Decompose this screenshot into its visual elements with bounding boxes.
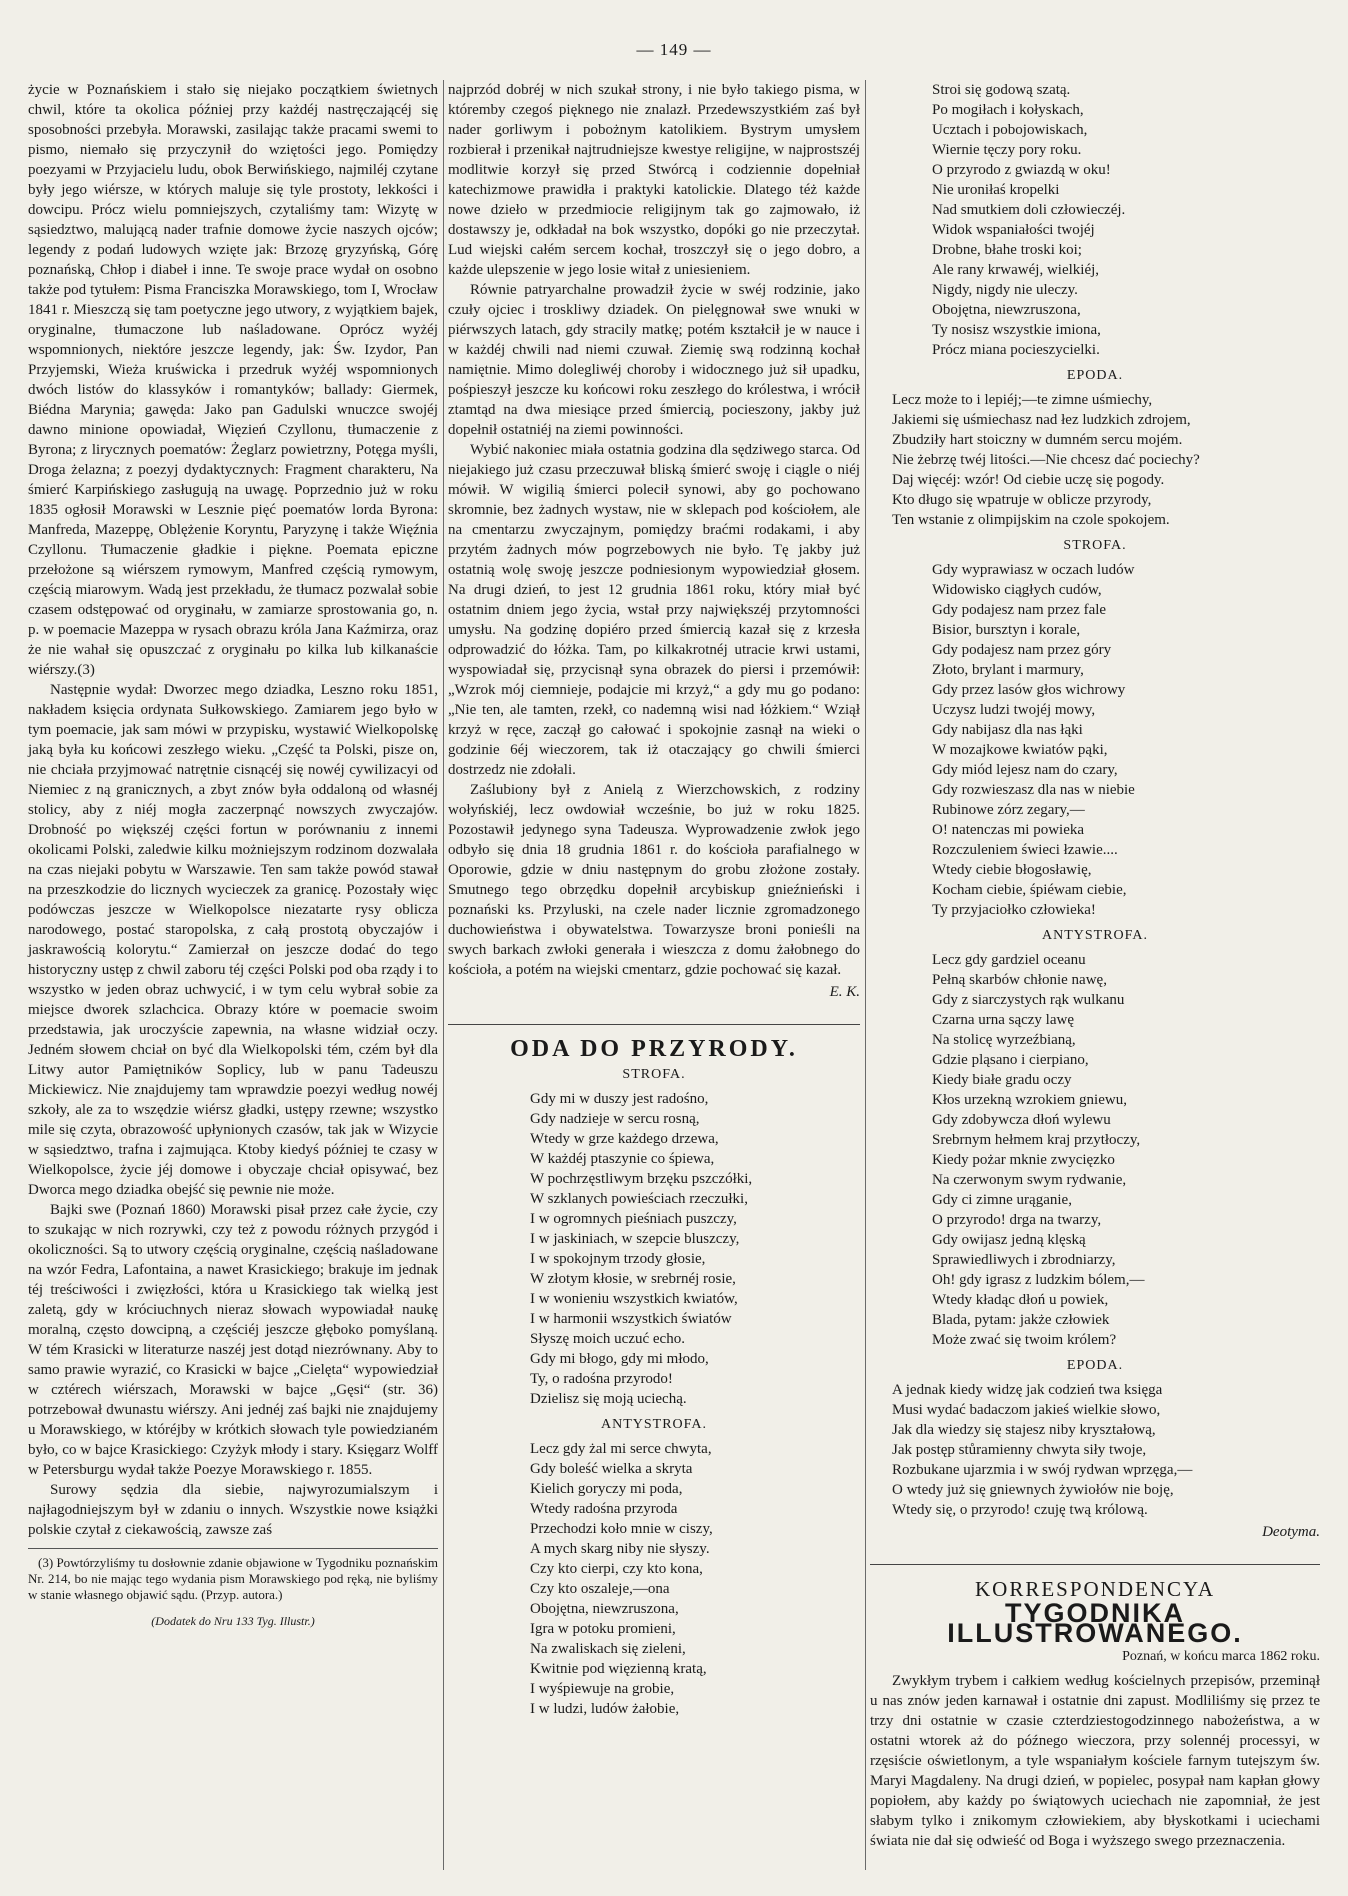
verse-line: W mozajkowe kwiatów pąki, [932, 742, 1108, 758]
verse-line: I w ludzi, ludów żałobie, [530, 1701, 680, 1717]
paragraph: Następnie wydał: Dworzec mego dziadka, Leszno roku 1851, nakładem księcia ordynata Sułkowskiego. Zamiarem jego było w tym poemacie, jak sam mówi w przypisku, wystawić Wielkopolskę jaką była ku końcowi zeszłego wieku. „Część ta Polski, pisze on, nie chciała przyjmować natrętnie cisnącéj się nowéj cywilizacyi od Niemiec z ną granicznych, a zbyt znów była oddaloną od własnéj stolicy, aby z niéj mogła zaczerpnąć nowszych zwyczajów. Drobność po większéj części fortun w porównaniu z innemi okolicami Polski, zaledwie kilku możniejszym rodzinom dozwalała na czas niejaki pobytu w Warszawie. Ten sam także powód stawał na przeszkodzie do licznych wycieczek za granicę. Pozostały więc podówczas jeszcze w Wielkopolsce niezatarte rysy oblicza narodowego, postać staropolska, z całą prostotą obyczajów i jaskrawością kolorytu.“ Zamierzał on jeszcze dodać do tego historyczny ustęp z chwil zaboru téj części Polski pod oba rządy i to wszystko w jeden obraz uchwycić, i w tym celu wybrał sobie za miejsce dworek szlachcica. Obrazy które w poemacie swoim przedstawia, jak uroczyście zapewnia, na własne widział oczy. Jedném słowem chciał on być dla Wielkopolski tém, czém był dla Litwy autor Pamiętników Soplicy, lub w panu Tadeuszu Mickiewicz. Nie znajdujemy tam wprawdzie poezyi według nowéj szkoły, ale za to wszędzie wiérsz gładki, ustępy rzewne; wszystko mile się czyta, obrazowość upłynionych czasów, tak jak w Wizycie w sąsiedztwo, trafna i zajmująca. Ktoby kiedyś później te czasy w Wielkopolsce, życie jéj domowe i obyczaje chciał opisywać, bez Dworca mego dziadka obejść się pewnie nie może. [28, 682, 438, 1198]
verse-block [870, 390, 1320, 530]
verse-line: Uczysz ludzi twojéj mowy, [932, 702, 1096, 718]
verse-line: Widowisko ciągłych cudów, [932, 582, 1102, 598]
verse-line: Wtedy ciebie błogosławię, [932, 862, 1092, 878]
verse-line: Czy kto cierpi, czy kto kona, [530, 1561, 703, 1577]
verse-line: Gdy miód lejesz nam do czary, [932, 762, 1118, 778]
section-heading: STROFA. [622, 1067, 686, 1082]
verse-line: Rozczuleniem świeci łzawie.... [932, 842, 1118, 858]
verse-line: Daj więcéj: wzór! Od ciebie uczę się pogody. [892, 472, 1165, 488]
verse-line: I w wonieniu wszystkich kwiatów, [530, 1291, 738, 1307]
verse-line: Nad smutkiem doli człowieczéj. [932, 202, 1126, 218]
verse-line: Kłos urzekną wzrokiem gniewu, [932, 1092, 1127, 1108]
verse-line: Lecz gdy gardziel oceanu [932, 952, 1086, 968]
verse-line: Gdy mi w duszy jest radośno, [530, 1091, 709, 1107]
verse-line: Wtedy radośna przyroda [530, 1501, 678, 1517]
verse-line: Przechodzi koło mnie w ciszy, [530, 1521, 713, 1537]
verse-line: Kto długo się wpatruje w oblicze przyrody, [892, 492, 1152, 508]
verse-line: Zbudziły hart stoiczny w dumném sercu mojém. [892, 432, 1183, 448]
verse-line: Dzielisz się moją uciechą. [530, 1391, 687, 1407]
verse-line: Widok wspaniałości twojéj [932, 222, 1095, 238]
verse-line: Jak postęp stůramienny chwyta siły twoje, [892, 1442, 1147, 1458]
section-divider [870, 1564, 1320, 1565]
verse-line: Kwitnie pod więzienną kratą, [530, 1661, 707, 1677]
verse-line: Gdy ci zimne urąganie, [932, 1192, 1072, 1208]
verse-line: Na stolicę wyrzeźbianą, [932, 1032, 1076, 1048]
verse-line: Ucztach i pobojowiskach, [932, 122, 1088, 138]
verse-line: I w jaskiniach, w szepcie bluszczy, [530, 1231, 740, 1247]
verse-line: Gdy mi błogo, gdy mi młodo, [530, 1351, 709, 1367]
verse-line: A mych skarg niby nie słyszy. [530, 1541, 710, 1557]
verse-line: Gdy boleść wielka a skryta [530, 1461, 693, 1477]
verse-line: Gdy podajesz nam przez fale [932, 602, 1107, 618]
verse-line: Wtedy kładąc dłoń u powiek, [932, 1292, 1109, 1308]
verse-line: Musi wydać badaczom jakieś wielkie słowo, [892, 1402, 1161, 1418]
column-rule-left [443, 80, 444, 1870]
verse-line: O przyrodo! drga na twarzy, [932, 1212, 1102, 1228]
footnote-block [28, 1548, 438, 1603]
verse-block [870, 560, 1320, 920]
page-number: — 149 — [636, 40, 712, 59]
verse-line: O wtedy już się gniewnych żywiołów nie boję, [892, 1482, 1174, 1498]
verse-line: I wyśpiewuje na grobie, [530, 1681, 675, 1697]
verse-line: Jakiemi się uśmiechasz nad łez ludzkich zdrojem, [892, 412, 1191, 428]
poem-signature: Deotyma. [1262, 1524, 1320, 1540]
correspondence-subtitle: TYGODNIKA ILLUSTROWANEGO. [947, 1598, 1243, 1648]
column-middle [448, 80, 860, 1719]
verse-line: Blada, pytam: jakże człowiek [932, 1312, 1110, 1328]
verse-line: Gdy podajesz nam przez góry [932, 642, 1112, 658]
verse-block [870, 80, 1320, 360]
verse-line: Pełną skarbów chłonie nawę, [932, 972, 1107, 988]
verse-line: Ty nosisz wszystkie imiona, [932, 322, 1101, 338]
verse-block [870, 950, 1320, 1350]
dateline: Poznań, w końcu marca 1862 roku. [1122, 1649, 1320, 1664]
verse-line: W pochrzęstliwym brzęku pszczółki, [530, 1171, 753, 1187]
verse-line: Sprawiedliwych i zbrodniarzy, [932, 1252, 1116, 1268]
poem-title: ODA DO PRZYRODY. [510, 1036, 798, 1062]
paragraph: Zwykłym trybem i całkiem według kościelnych przepisów, przeminął u nas znów jeden karnawał i ostatnie dni zapust. Modliliśmy się przez te trzy dni ostatnie w czasie czterdziestogodzinnego nabożeństwa, a w ostatni wtorek aż do późnego wieczora, przy solennéj processyi, w rzęsiście oświetlonym, a tyle wspaniałym kościele farnym tutejszym św. Maryi Magdaleny. Na drugi dzień, w popielec, posypał nam kapłan głowy popiołem, aby każdy po świątowych uciechach nie zapomniał, że jest słabym tylko i znikomym człowiekiem, aby błyskotkami i uciechami świata nie dał się odwieść od Boga i wyższego swego przeznaczenia. [870, 1673, 1320, 1849]
verse-line: Złoto, brylant i marmury, [932, 662, 1084, 678]
paragraph: Wybić nakoniec miała ostatnia godzina dla sędziwego starca. Od niejakiego już czasu przeczuwał bliską śmierć swoję i ciągle o niéj mówił. W wigilią śmierci polecił synowi, aby go pochowano skromnie, bez żadnych wystaw, nie w sklepach pod kościołem, ale na cmentarzu zwyczajnym, pomiędzy braćmi rodakami, i aby przytém żadnych mów pogrzebowych nie było. Tę jakby już ostatnią wolę swoję jeszcze podniesionym wypowiedział głosem. Na drugi dzień, to jest 12 grudnia 1861 roku, który miał być ostatnim dniem jego życia, wstał przy największéj przytomności umysłu. Na godzinę dopiéro przed śmiercią kazał się z krzesła odprowadzić do łóżka. Tam, po kilkakrotnéj utracie krwi ustami, wyspowiadał się, przycisnął syna obrazek do piersi i przemówił: „Wzrok mój ciemnieje, podajcie mi krzyż,“ a gdy mu go podano: „Nie ten, ale tamten, rzekł, co nademną wisi nad łóżkiem.“ Wziął krzyż w ręce, zaczął go całować i spokojnie zasnął na wieki o godzinie 6éj wieczorem, tak iż otaczający go chwili śmierci dostrzedz nie zdołali. [448, 442, 860, 778]
footnote: (3) Powtórzyliśmy tu dosłownie zdanie objawione w Tygodniku poznańskim Nr. 214, bo nie mając tego wydania pism Morawskiego pod ręką, nie byliśmy w stanie własnego objawić sądu. (Przyp. autora.) [28, 1555, 438, 1602]
verse-line: Wtedy się, o przyrodo! czuję twą królową. [892, 1502, 1148, 1518]
verse-line: Czarna urna sączy lawę [932, 1012, 1075, 1028]
verse-line: W każdéj ptaszynie co śpiewa, [530, 1151, 715, 1167]
verse-line: Ale rany krwawéj, wielkiéj, [932, 262, 1100, 278]
verse-line: Gdy zdobywcza dłoń wylewu [932, 1112, 1111, 1128]
section-heading: STROFA. [1063, 538, 1127, 553]
verse-line: Czy kto oszaleje,—ona [530, 1581, 670, 1597]
verse-line: Gdy nabijasz dla nas łąki [932, 722, 1083, 738]
section-heading: ANTYSTROFA. [600, 1417, 708, 1432]
verse-line: Nigdy, nigdy nie uleczy. [932, 282, 1078, 298]
verse-line: Kiedy pożar mknie zwycięzko [932, 1152, 1115, 1168]
verse-line: Po mogiłach i kołyskach, [932, 102, 1084, 118]
verse-block [448, 1439, 860, 1719]
section-heading: ANTYSTROFA. [1041, 928, 1149, 943]
verse-line: Kiedy białe gradu oczy [932, 1072, 1072, 1088]
paragraph: Równie patryarchalne prowadził życie w swéj rodzinie, jako czuły ojciec i troskliwy dziadek. On pielęgnował swe wnuki w piérwszych latach, gdy stracily matkę; potém kształcił je w nauce i w każdéj chwili nad niemi czuwał. Ziemię swą rodzinną kochał namiętnie. Mimo dolegliwéj choroby i widocznego już sił upadku, pośpieszył jeszcze ku końcowi roku zeszłego do królestwa, i wrócił ztamtąd na dwa miesiące przed śmiercią, pocieszony, jakby już dopełnił ostatniéj na ziemi powinności. [448, 282, 860, 438]
verse-line: O! natenczas mi powieka [932, 822, 1085, 838]
verse-line: Kielich goryczy mi poda, [530, 1481, 683, 1497]
verse-line: Może zwać się twoim królem? [932, 1332, 1117, 1348]
section-heading: EPODA. [1066, 1358, 1124, 1373]
verse-line: Igra w potoku promieni, [530, 1621, 676, 1637]
verse-line: Ten wstanie z olimpijskim na czole spokojem. [892, 512, 1170, 528]
verse-line: A jednak kiedy widzę jak codzień twa księga [892, 1382, 1163, 1398]
verse-line: Drobne, błahe troski koi; [932, 242, 1082, 258]
verse-line: I w harmonii wszystkich światów [530, 1311, 732, 1327]
paragraph: najprzód dobréj w nich szukał strony, i nie było takiego pisma, w któremby czegoś pięknego nie znalazł. Przedewszystkiém zaś był nader gorliwym i pobożnym katolikiem. Bystrym umysłem rozbierał i przenikał najtrudniejsze kwestye religijne, w najprostszéj modlitwie korzył się przed Stwórcą i codziennie dopełniał katechizmowe prawidła i praktyki katolickie. Dlatego téż każde nowe dzieło w przedmiocie religijnym tak go zajmowało, iż dostawszy je, odkładał na bok wszystko, dopóki go nie przeczytał. Lud wiejski całém sercem kochał, troszczył się o jego dobro, a każde ulepszenie w jego losie witał z uniesieniem. [448, 82, 860, 278]
verse-line: Na czerwonym swym rydwanie, [932, 1172, 1127, 1188]
paragraph: życie w Poznańskiem i stało się niejako początkiem świetnych chwil, które ta okolica później przy każdéj nastręczającéj się sposobności przebyła. Morawski, zasilając także pracami swemi to pismo, niemało się przyczynił do wziętości jego. Pomiędzy poezyami w Przyjacielu ludu, obok Berwińskiego, najmiléj czytane były jego wiérsze, w których maluje się tyle prostoty, lekkości i dowcipu. Prócz wielu pomniejszych, czytaliśmy tam: Wizytę w sąsiedztwo, malującą nader trafnie domowe życie naszych ojców; legendy z podań ludowych wzięte jak: Brzozę gryzyńską, Górę poznańską, Chłop i diabeł i inne. Te swoje prace wydał on osobno także pod tytułem: Pisma Franciszka Morawskiego, tom I, Wrocław 1841 r. Mieszczą się tam poetyczne jego utwory, z wyjątkiem bajek, oryginalne, tłumaczone lub naśladowane. Oprócz wyżéj wspomnionych, niektóre jeszcze legendy, jak: Św. Izydor, Pan Przyjemski, Wieża kruświcka i przedruk wyżéj wspomnionych dwóch listów do klassyków i romantyków; ballady: Giermek, Biédna Marynia; gawęda: Jako pan Gadulski wnuczce swojéj dawno minione opowiadał, Więzień Czyllonu, tłumaczenie z Byrona; z lirycznych poematów: Żeglarz powietrzny, Potęga myśli, Droga żelazna; z poezyj dydaktycznych: Fragment charakteru, Na śmierć Karpińskiego zasługują na uwagę. Poprzednio już w roku 1835 ogłosił Morawski w Lesznie pięć poematów lorda Byrona: Manfreda, Mazeppę, Oblężenie Koryntu, Paryzynę i także Więźnia Czyllonu. Tłumaczenie gładkie i piękne. Poemata epiczne przełożone są wiérszem rymowym, Manfred częścią rymowym, częścią miarowym. Wadą jest przekładu, że tłumacz pozwalał sobie czasem odstępować od oryginału, w zamiarze sprostowania go, n. p. w poemacie Mazeppa w rysach obrazu króla Jana Kaźmirza, oraz że nie wahał się opuszczać z oryginału po kilka lub kilkanaście wiérszy.(3) [28, 82, 438, 678]
verse-line: Gdy z siarczystych rąk wulkanu [932, 992, 1125, 1008]
verse-line: Wtedy w grze każdego drzewa, [530, 1131, 719, 1147]
section-heading: EPODA. [1066, 368, 1124, 383]
verse-line: O przyrodo z gwiazdą w oku! [932, 162, 1111, 178]
verse-line: Na zwaliskach się zieleni, [530, 1641, 686, 1657]
verse-line: I w spokojnym trzody głosie, [530, 1251, 706, 1267]
paragraph: Bajki swe (Poznań 1860) Morawski pisał przez całe życie, czy to szukając w nich rozrywki, czy też z powodu różnych przygód i okoliczności. Są to utwory częścią oryginalne, częścią naśladowane na wzór Fedra, Lafontaina, a nawet Krasickiego; brakuje im jednak téj treściwości i zwięzłości, która u Krasickiego tak wielką jest zaletą, gdy w króciuchnych nieraz słowach wypowiadał naukę moralną, często dowcipną, a częściéj jeszcze głęboko pomyślaną. W tém Krasicki w literaturze naszéj jest dotąd niezrównany. Aby to samo prawie wyrazić, co Krasicki w bajce „Cielęta“ wypowiedział w cztérech wiérszach, Morawski w bajce „Gęsi“ (str. 36) potrzebował dwunastu wiérszy. Ani jednéj zaś bajki nie znajdujemy u Morawskiego, w któréjby w krótkich słowach tyle powiedzianém było, co w bajce Krasickiego: Czyżyk młody i stary. Księgarz Wolff w Petersburgu wydał także Poezye Morawskiego r. 1855. [28, 1202, 438, 1478]
supplement-note: (Dodatek do Nru 133 Tyg. Illustr.) [151, 1614, 315, 1628]
verse-line: Lecz gdy żal mi serce chwyta, [530, 1441, 712, 1457]
article-signature: E. K. [829, 984, 860, 1000]
section-divider [448, 1024, 860, 1025]
verse-line: Ty, o radośna przyrodo! [530, 1371, 673, 1387]
verse-line: Srebrnym hełmem kraj przytłoczy, [932, 1132, 1141, 1148]
verse-line: Gdy nadzieje w sercu rosną, [530, 1111, 700, 1127]
verse-line: W szklanych powieściach rzeczułki, [530, 1191, 748, 1207]
verse-line: Nie żebrzę twéj litości.—Nie chcesz dać pociechy? [892, 452, 1200, 468]
verse-line: Prócz miana pocieszycielki. [932, 342, 1100, 358]
column-right [870, 80, 1320, 1851]
verse-line: Gdzie pląsano i cierpiano, [932, 1052, 1089, 1068]
verse-line: Rubinowe zórz zegary,— [932, 802, 1085, 818]
verse-line: Stroi się godową szatą. [932, 82, 1071, 98]
verse-line: Kocham ciebie, śpiéwam ciebie, [932, 882, 1127, 898]
verse-line: Bisior, bursztyn i korale, [932, 622, 1081, 638]
verse-line: Gdy wyprawiasz w oczach ludów [932, 562, 1135, 578]
verse-line: Ty przyjaciołko człowieka! [932, 902, 1096, 918]
verse-line: Nie uroniłaś kropelki [932, 182, 1060, 198]
verse-line: I w ogromnych pieśniach puszczy, [530, 1211, 737, 1227]
verse-line: Słyszę moich uczuć echo. [530, 1331, 685, 1347]
verse-block [448, 1089, 860, 1409]
verse-line: Obojętna, niewzruszona, [932, 302, 1081, 318]
verse-line: Gdy przez lasów głos wichrowy [932, 682, 1126, 698]
verse-line: W złotym kłosie, w srebrnéj rosie, [530, 1271, 736, 1287]
correspondence-title: KORRESPONDENCYA [974, 1577, 1216, 1601]
paragraph: Zaślubiony był z Anielą z Wierzchowskich, z rodziny wołyńskiéj, lecz owdowiał wcześnie, bo już w roku 1825. Pozostawił jedynego syna Tadeusza. Wyprowadzenie zwłok jego odbyło się dnia 18 grudnia 1861 r. do kościoła parafialnego w Oporowie, gdzie w dniu następnym do grobu złożone zostały. Smutnego tego obrzędku dopełnił arcybiskup gnieźnieński i poznański ks. Przyluski, na czele nader licznie zgromadzonego duchowieństwa i obywatelstwa. Towarzysze broni ponieśli na swych barkach zwłoki generała i wieszcza z domu żałobnego do kościoła, a potém na wiejski cmentarz, gdzie pochować się kazał. [448, 782, 860, 978]
verse-line: Gdy rozwieszasz dla nas w niebie [932, 782, 1135, 798]
verse-line: Lecz może to i lepiéj;—te zimne uśmiechy, [892, 392, 1153, 408]
paragraph: Surowy sędzia dla siebie, najwyrozumialszym i najłagodniejszym był w zdaniu o innych. Wszystkie nowe książki polskie czytał z ciekawością, zawsze zaś [28, 1482, 438, 1538]
verse-line: Oh! gdy igrasz z ludzkim bólem,— [932, 1272, 1145, 1288]
verse-line: Wiernie tęczy pory roku. [932, 142, 1082, 158]
verse-block [870, 1380, 1320, 1520]
verse-line: Jak dla wiedzy się stajesz niby kryształową, [892, 1422, 1156, 1438]
verse-line: Gdy owijasz jedną klęską [932, 1232, 1086, 1248]
verse-line: Rozbukane ujarzmia i w swój rydwan wprzęga,— [892, 1462, 1193, 1478]
column-rule-right [865, 80, 866, 1870]
verse-line: Obojętna, niewzruszona, [530, 1601, 679, 1617]
column-left [28, 80, 438, 1631]
